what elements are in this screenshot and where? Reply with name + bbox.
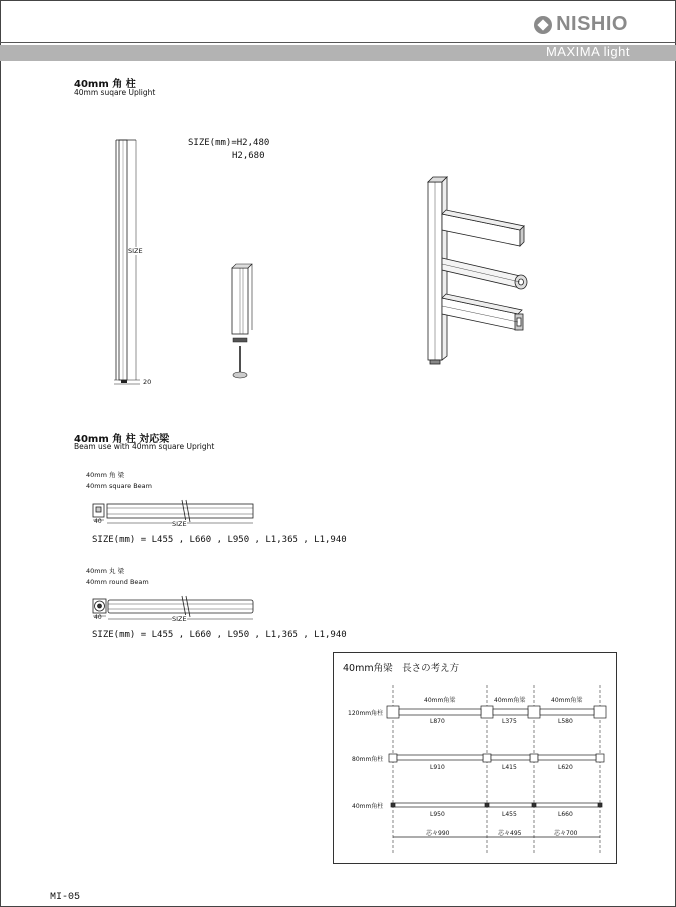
upright-3d-illustration xyxy=(400,170,550,375)
page-number: MI-05 xyxy=(50,892,81,903)
upright-size-line2: H2,680 xyxy=(232,151,265,161)
beams-title-en: Beam use with 40mm square Upright xyxy=(74,442,215,451)
upright-title-ja: 40mm 角 柱 xyxy=(74,79,136,90)
length-diagram xyxy=(333,652,617,864)
square-beam-title-ja: 40mm 角 梁 xyxy=(86,471,125,479)
diagram-row-1-label: 120mm角柱 xyxy=(348,710,384,717)
diagram-row-2-length-2: L415 xyxy=(502,764,517,771)
square-beam-title-en: 40mm square Beam xyxy=(86,482,152,490)
length-diagram-title: 40mm角梁 長さの考え方 xyxy=(343,663,460,674)
diagram-row-3-length-3: L660 xyxy=(558,811,573,818)
diagram-center-3: 芯々700 xyxy=(554,830,578,837)
diagram-row-1-length-1: L870 xyxy=(430,718,445,725)
square-beam-end-dim: 40 xyxy=(94,518,102,525)
diagram-row-2-length-1: L910 xyxy=(430,764,445,771)
brand-logo xyxy=(534,13,628,36)
upright-size-label: SIZE xyxy=(128,247,143,255)
diagram-row-3-length-1: L950 xyxy=(430,811,445,818)
brand-mark-icon xyxy=(534,16,552,34)
diagram-row-2-label: 80mm角柱 xyxy=(352,756,384,763)
diagram-header-1: 40mm角梁 xyxy=(424,697,456,704)
series-name: MAXIMA light xyxy=(545,44,630,59)
upright-elevation-drawing xyxy=(100,130,170,395)
round-beam-sizes: SIZE(mm) = L455 , L660 , L950 , L1,365 , L1,940 xyxy=(92,630,347,640)
upright-foot-dim: 20 xyxy=(143,378,152,386)
diagram-row-3-length-2: L455 xyxy=(502,811,517,818)
diagram-center-2: 芯々495 xyxy=(498,830,522,837)
header-rule xyxy=(0,42,676,43)
diagram-center-1: 芯々990 xyxy=(426,830,450,837)
upright-size-line1: SIZE(mm)=H2,480 xyxy=(188,138,270,148)
brand-name: NISHIO xyxy=(556,13,628,35)
square-beam-sizes: SIZE(mm) = L455 , L660 , L950 , L1,365 , L1,940 xyxy=(92,535,347,545)
beams-title-ja: 40mm 角 柱 対応梁 xyxy=(74,434,170,445)
diagram-header-3: 40mm角梁 xyxy=(551,697,583,704)
round-beam-title-ja: 40mm 丸 梁 xyxy=(86,567,125,575)
square-beam-length-label: SIZE xyxy=(172,520,187,528)
upright-post-detail xyxy=(222,262,262,384)
diagram-row-2-length-3: L620 xyxy=(558,764,573,771)
diagram-row-1-length-2: L375 xyxy=(502,718,517,725)
diagram-header-2: 40mm角梁 xyxy=(494,697,526,704)
round-beam-length-label: SIZE xyxy=(172,615,187,623)
round-beam-title-en: 40mm round Beam xyxy=(86,578,149,586)
diagram-row-3-label: 40mm角柱 xyxy=(352,803,384,810)
upright-title-en: 40mm suqare Uplight xyxy=(74,88,156,97)
round-beam-end-dim: 40 xyxy=(94,614,102,621)
diagram-row-1-length-3: L580 xyxy=(558,718,573,725)
